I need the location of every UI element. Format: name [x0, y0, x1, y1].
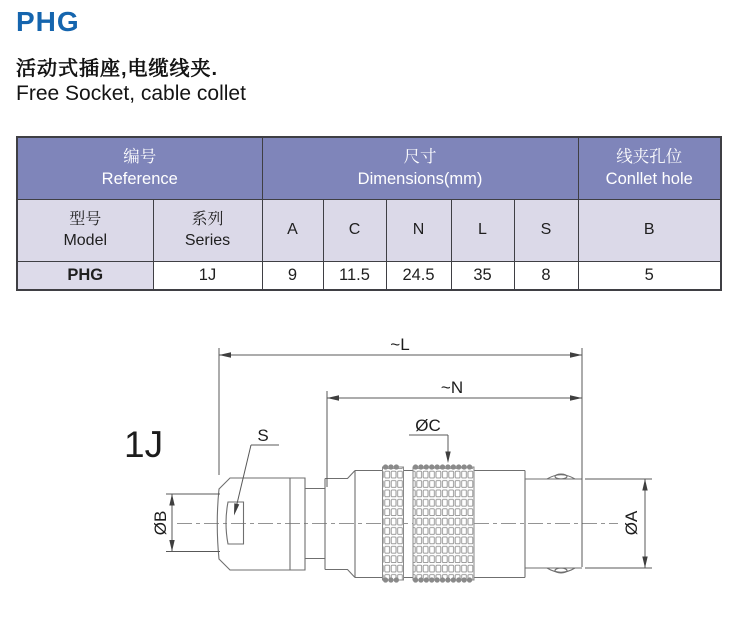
cell-model: PHG: [17, 262, 153, 291]
col-b: B: [578, 200, 721, 262]
cell-series: 1J: [153, 262, 262, 291]
cell-c: 11.5: [323, 262, 386, 291]
header-dimensions-en: Dimensions(mm): [357, 169, 483, 188]
col-l: L: [451, 200, 514, 262]
header-dimensions-cn: 尺寸: [403, 148, 437, 167]
header-reference-en: Reference: [101, 169, 178, 188]
dim-label-L: ~L: [390, 335, 410, 354]
col-a: A: [262, 200, 323, 262]
knurl-bands: [383, 467, 475, 580]
col-model-en: Model: [63, 231, 108, 249]
col-n: N: [386, 200, 451, 262]
variant-label: 1J: [124, 424, 164, 465]
header-reference-cn: 编号: [123, 148, 157, 167]
dim-label-N: ~N: [440, 378, 464, 397]
dimension-lines: [166, 348, 652, 568]
header-collet-en: Conllet hole: [605, 169, 693, 188]
cell-s: 8: [514, 262, 578, 291]
col-s: S: [514, 200, 578, 262]
col-series-cn: 系列: [191, 210, 224, 228]
subtitle-chinese: 活动式插座,电缆线夹.: [16, 58, 219, 80]
col-series-en: Series: [184, 231, 231, 249]
subtitle-english: Free Socket, cable collet: [16, 82, 246, 105]
page-title: PHG: [16, 6, 80, 37]
cell-b: 5: [578, 262, 721, 291]
dim-label-B-diameter: ØB: [151, 510, 170, 536]
dimension-arrowheads: [169, 352, 647, 568]
col-c: C: [323, 200, 386, 262]
col-model-cn: 型号: [69, 210, 102, 228]
cell-n: 24.5: [386, 262, 451, 291]
cell-l: 35: [451, 262, 514, 291]
dim-label-A-diameter: ØA: [622, 510, 641, 536]
dim-label-S: S: [257, 426, 269, 445]
dim-label-C-diameter: ØC: [415, 416, 441, 435]
header-collet-cn: 线夹孔位: [616, 148, 683, 167]
cell-a: 9: [262, 262, 323, 291]
